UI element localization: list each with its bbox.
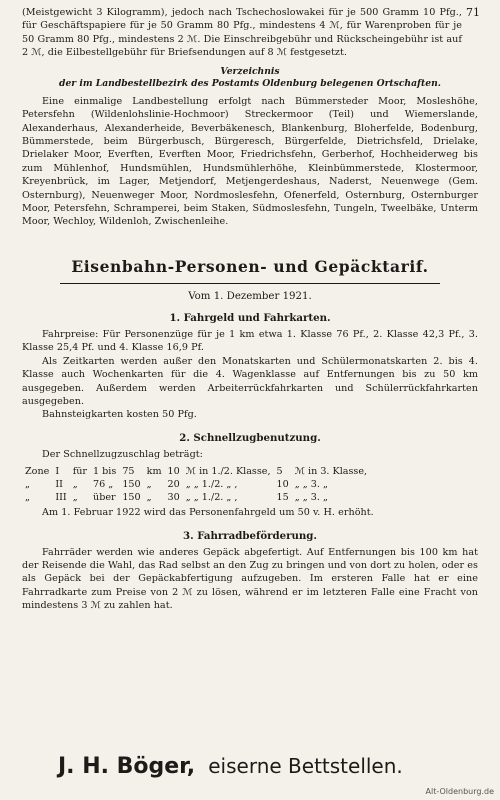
table-cell: 15 (276, 492, 289, 504)
table-cell: „ „ 1./2. „ , (185, 479, 238, 491)
table-cell: für (72, 466, 88, 478)
verzeichnis-title-line1: Verzeichnis (220, 65, 280, 77)
table-cell: „ „ 3. „ (294, 479, 328, 491)
table-cell: ℳ in 3. Klasse, (294, 466, 368, 478)
title-rule (60, 283, 440, 284)
table-cell: 30 (167, 492, 180, 504)
tarif-title: Eisenbahn-Personen- und Gepäcktarif. (71, 256, 429, 276)
table-cell: „ (146, 492, 152, 504)
section-2-intro: Der Schnellzugzuschlag beträgt: (42, 448, 203, 460)
ad-product: eiserne Bettstellen. (208, 754, 403, 778)
table-row (22, 465, 370, 478)
section-3-title: 3. Fahrradbeförderung. (183, 529, 317, 542)
table-cell: 75 (122, 466, 135, 478)
section-2-increase: Am 1. Februar 1922 wird das Personenfahrgeld um 50 v. H. erhöht. (42, 507, 374, 519)
table-cell: ℳ in 1./2. Klasse, (185, 466, 271, 478)
table-cell: 76 „ (93, 479, 114, 491)
table-cell: „ (72, 479, 78, 491)
advertisement (58, 754, 458, 779)
verzeichnis-text: Eine einmalige Landbestellung erfolgt nach Bümmersteder Moor, Mosleshöhe, Petersfehn (Wildenlohslinie-Hochmoor) Streckermoor (Teil) und Wiemerslande, Alexanderhaus, Alexanderheide, Beverbäkenesch, Blankenburg, Bloherfelde, Bodenburg, Bümmerstede, beim Bürgerbusch, Bürgeresch, Bürgerfelde, Dietrichsfeld, Drielake, Drielaker Moor, Everften, Everften Moor, Friedrichsfehn, Gerberhof, Hochheiderweg bis zum Mühlenhof, Hundsmühlen, Hundsmühlerhöhe, Kleinbümmerstede, Klostermoor, Kreyenbrück, im Lager, Metjendorf, Metjengerdeshaus, Naderst, Neuenwege (Gem. Osternburg), Neuenweger Moor, Nordmoslesfehn, Ofenerfeld, Osternburg, Osternburger Moor, Petersfehn, Schramperei, beim Staken, Südmoslesfehn, Tungeln, Tweelbäke, Unterm Moor, Wechloy, Wildenloh, Zwischenleihe. (22, 95, 478, 228)
verzeichnis-title-line2: der im Landbestellbezirk des Postamts Oldenburg belegenen Ortschaften. (59, 78, 441, 90)
table-cell: I (55, 466, 60, 478)
table-cell: 10 (167, 466, 180, 478)
table-cell: 20 (167, 479, 180, 491)
section-1-fares: Fahrpreise: Für Personenzüge für je 1 km etwa 1. Klasse 76 Pf., 2. Klasse 42,3 Pf., 3. Klasse 25,4 Pf. und 4. Klasse 16,9 Pf. (22, 328, 478, 354)
table-row (22, 478, 370, 491)
table-cell: 1 bis (93, 466, 117, 478)
table-row (22, 491, 370, 504)
document-page (22, 6, 478, 613)
table-cell: 5 (276, 466, 283, 478)
section-1-title: 1. Fahrgeld und Fahrkarten. (169, 311, 331, 324)
table-cell: 150 (122, 479, 141, 491)
section-2-title: 2. Schnellzugbenutzung. (179, 431, 321, 444)
ad-firm-name: J. H. Böger, (58, 754, 196, 779)
page-number: 71 (466, 6, 480, 19)
verzeichnis-title (22, 66, 478, 91)
section-1-platform: Bahnsteigkarten kosten 50 Pfg. (42, 409, 197, 421)
watermark: Alt-Oldenburg.de (425, 787, 494, 796)
table-cell: 150 (122, 492, 141, 504)
table-cell: km (146, 466, 162, 478)
intro-paragraph: (Meistgewicht 3 Kilogramm), jedoch nach Tschechoslowakei für je 500 Gramm 10 Pfg., für Geschäftspapiere für je 50 Gramm 80 Pfg., mindestens 4 ℳ, für Warenproben für je 50 Gramm 80 Pfg., mindestens 2 ℳ. Die Einschreibgebühr und Rückscheingebühr ist auf 2 ℳ, die Eilbestellgebühr für Briefsendungen auf 8 ℳ festgesetzt. (22, 7, 462, 59)
table-cell: „ (25, 479, 30, 491)
table-cell: Zone (25, 466, 50, 478)
table-cell: II (55, 479, 63, 491)
table-cell: III (55, 492, 67, 504)
tarif-date: Vom 1. Dezember 1921. (188, 290, 312, 302)
table-cell: „ (72, 492, 78, 504)
table-cell: „ (25, 492, 30, 504)
table-cell: „ (146, 479, 152, 491)
table-cell: 10 (276, 479, 289, 491)
table-cell: über (93, 492, 116, 504)
table-cell: „ „ 1./2. „ , (185, 492, 238, 504)
table-cell: „ „ 3. „ (294, 492, 328, 504)
section-1-timecards: Als Zeitkarten werden außer den Monatskarten und Schülermonatskarten 2. bis 4. Klasse auch Wochenkarten für die 4. Wagenklasse auf Entfernungen bis zu 50 km ausgegeben. Außerdem werden Arbeiterrückfahrkarten und Schülerrückfahrkarten ausgegeben. (22, 355, 478, 407)
surcharge-table (22, 465, 478, 504)
section-3-text: Fahrräder werden wie anderes Gepäck abgefertigt. Auf Entfernungen bis 100 km hat der Reisende die Wahl, das Rad selbst an den Zug zu bringen und von dort zu holen, oder es als Gepäck bei der Gepäckabfertigung aufzugeben. Im ersteren Falle hat er eine Fahrradkarte zum Preise von 2 ℳ zu lösen, während er im letzteren Falle eine Fracht von mindestens 3 ℳ zu zahlen hat. (22, 546, 478, 612)
